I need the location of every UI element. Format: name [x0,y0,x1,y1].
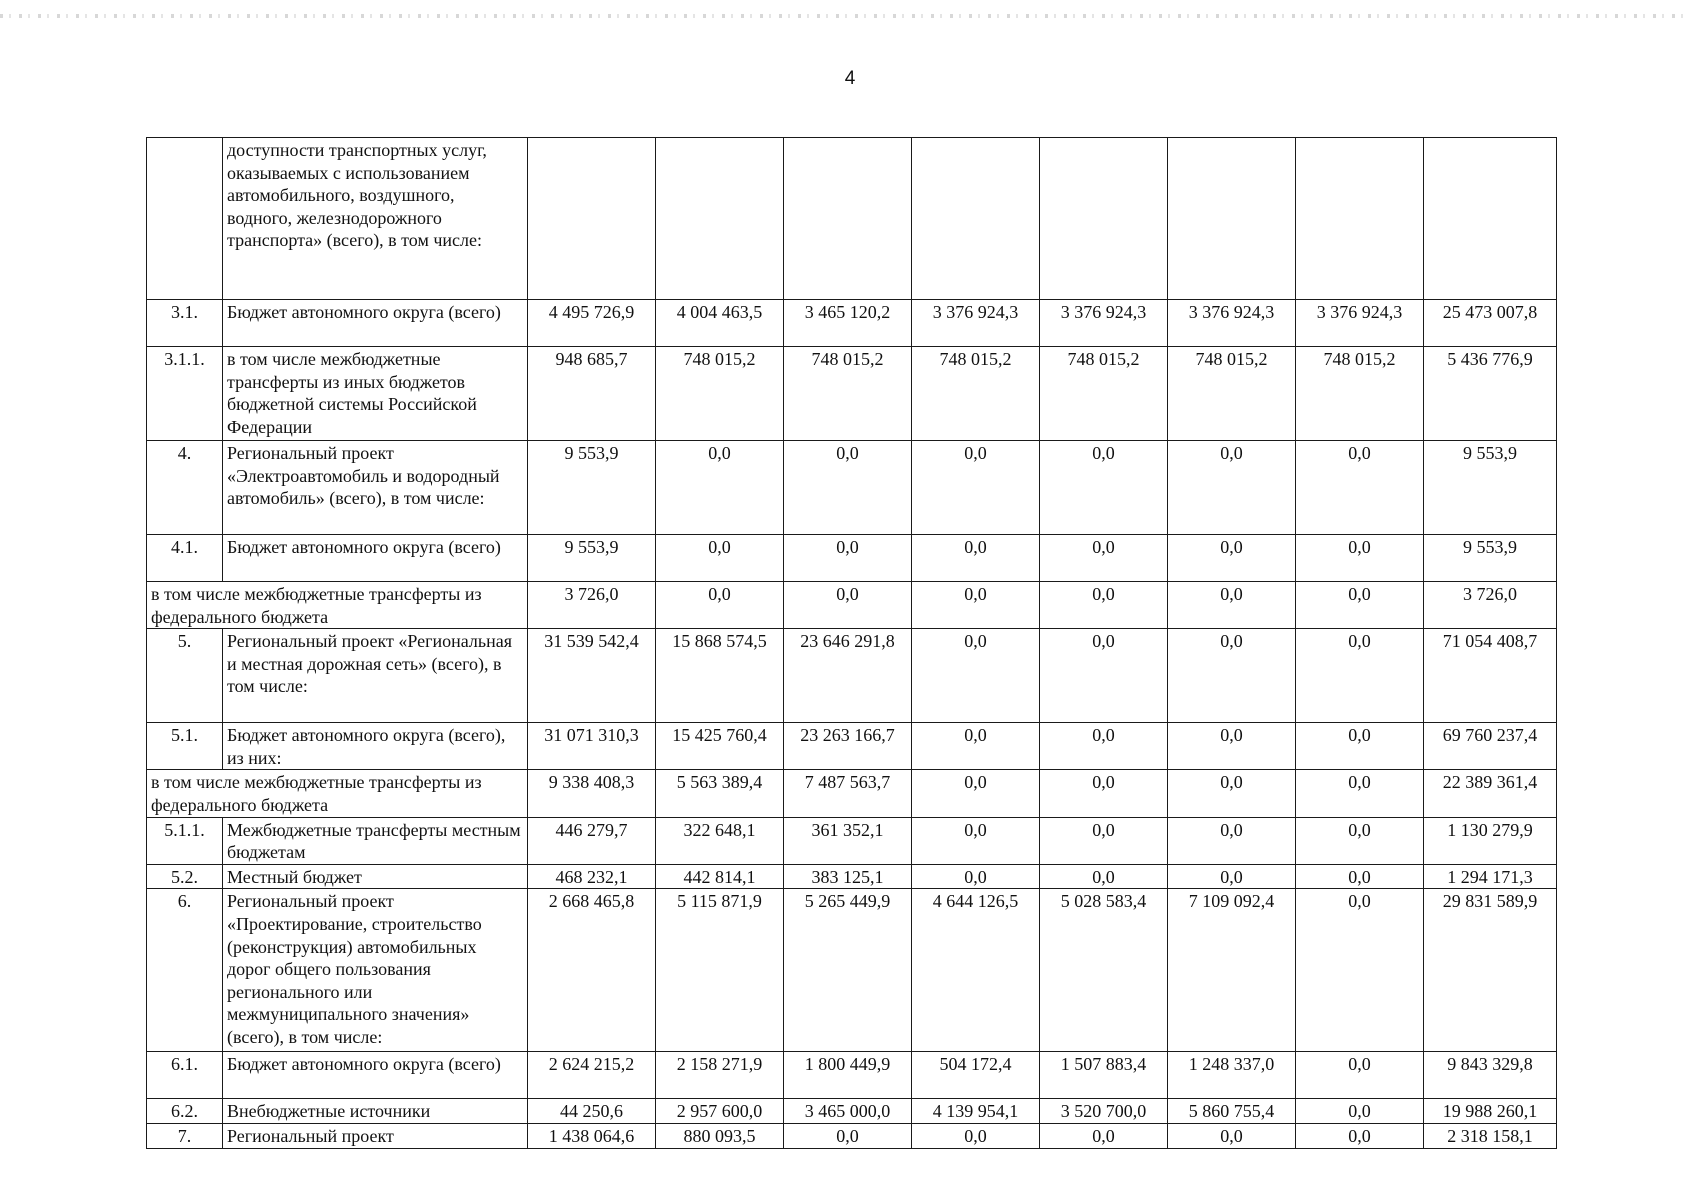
row-name-cell: Региональный проект «Электроавтомобиль и водородный автомобиль» (всего), в том числе: [223,441,528,535]
value-cell: 0,0 [1168,441,1296,535]
value-cell: 0,0 [1168,582,1296,629]
value-cell: 0,0 [912,629,1040,723]
row-name-cell: Региональный проект «Региональная и местная дорожная сеть» (всего), в том числе: [223,629,528,723]
row-name-cell: Бюджет автономного округа (всего) [223,300,528,347]
row-number-cell: 5.2. [147,864,223,889]
value-cell: 5 115 871,9 [656,889,784,1052]
value-cell: 9 553,9 [528,441,656,535]
value-cell: 5 265 449,9 [784,889,912,1052]
value-cell: 4 644 126,5 [912,889,1040,1052]
row-name-cell: Внебюджетные источники [223,1099,528,1124]
table-row [147,347,1557,441]
table-row [147,441,1557,535]
value-cell: 5 028 583,4 [1040,889,1168,1052]
table-body [147,138,1557,1149]
value-cell: 0,0 [1040,723,1168,770]
value-cell: 0,0 [784,1123,912,1148]
value-cell: 15 425 760,4 [656,723,784,770]
row-name-cell: Региональный проект [223,1123,528,1148]
row-number-cell: 3.1. [147,300,223,347]
value-cell: 442 814,1 [656,864,784,889]
value-cell: 748 015,2 [656,347,784,441]
value-cell: 504 172,4 [912,1052,1040,1099]
value-cell: 0,0 [784,535,912,582]
row-total-cell: 71 054 408,7 [1424,629,1557,723]
value-cell: 748 015,2 [1040,347,1168,441]
row-name-cell: в том числе межбюджетные трансферты из иных бюджетов бюджетной системы Российской Федерации [223,347,528,441]
value-cell: 0,0 [912,723,1040,770]
value-cell: 0,0 [1296,1123,1424,1148]
value-cell: 7 109 092,4 [1168,889,1296,1052]
table-row [147,1123,1557,1148]
row-total-cell: 25 473 007,8 [1424,300,1557,347]
table-row [147,629,1557,723]
row-name-cell: Бюджет автономного округа (всего) [223,1052,528,1099]
row-name-cell: Межбюджетные трансферты местным бюджетам [223,817,528,864]
financing-table [146,137,1557,1149]
value-cell: 2 158 271,9 [656,1052,784,1099]
row-number-cell: 3.1.1. [147,347,223,441]
value-cell: 0,0 [1296,864,1424,889]
page-number: 4 [844,68,856,89]
value-cell: 0,0 [1168,864,1296,889]
value-cell: 0,0 [1296,723,1424,770]
value-cell: 5 860 755,4 [1168,1099,1296,1124]
value-cell: 0,0 [912,864,1040,889]
value-cell: 0,0 [1296,582,1424,629]
row-total-cell: 9 843 329,8 [1424,1052,1557,1099]
row-total-cell: 1 130 279,9 [1424,817,1557,864]
value-cell: 0,0 [1168,723,1296,770]
value-cell: 0,0 [1296,535,1424,582]
value-cell: 2 957 600,0 [656,1099,784,1124]
row-number-cell: 4. [147,441,223,535]
value-cell: 748 015,2 [784,347,912,441]
value-cell: 31 071 310,3 [528,723,656,770]
row-name-cell: доступности транспортных услуг, оказываемых с использованием автомобильного, воздушного, водного, железнодорожного транспорта» (всего), в том числе: [223,138,528,300]
value-cell: 1 438 064,6 [528,1123,656,1148]
value-cell: 0,0 [1168,629,1296,723]
value-cell: 446 279,7 [528,817,656,864]
value-cell: 4 495 726,9 [528,300,656,347]
row-number-cell: 5.1. [147,723,223,770]
value-cell [656,138,784,300]
value-cell: 748 015,2 [912,347,1040,441]
value-cell: 3 376 924,3 [1040,300,1168,347]
value-cell: 9 338 408,3 [528,770,656,817]
value-cell: 1 507 883,4 [1040,1052,1168,1099]
row-total-cell: 2 318 158,1 [1424,1123,1557,1148]
value-cell: 0,0 [912,582,1040,629]
table-row [147,582,1557,629]
row-number-cell: 6.2. [147,1099,223,1124]
table-row [147,864,1557,889]
value-cell: 31 539 542,4 [528,629,656,723]
scan-edge [0,14,1686,18]
value-cell: 3 376 924,3 [912,300,1040,347]
value-cell: 0,0 [1168,535,1296,582]
value-cell: 0,0 [912,441,1040,535]
table-row [147,817,1557,864]
value-cell: 0,0 [1040,864,1168,889]
row-name-cell: Бюджет автономного округа (всего) [223,535,528,582]
value-cell: 7 487 563,7 [784,770,912,817]
table-row [147,1099,1557,1124]
table-row [147,770,1557,817]
value-cell: 23 646 291,8 [784,629,912,723]
value-cell: 3 726,0 [528,582,656,629]
value-cell [912,138,1040,300]
value-cell: 0,0 [1168,817,1296,864]
row-total-cell: 69 760 237,4 [1424,723,1557,770]
value-cell: 0,0 [1040,629,1168,723]
value-cell: 0,0 [1040,441,1168,535]
row-number-cell: 5. [147,629,223,723]
value-cell: 0,0 [1296,441,1424,535]
value-cell: 0,0 [1168,770,1296,817]
value-cell: 15 868 574,5 [656,629,784,723]
value-cell: 468 232,1 [528,864,656,889]
value-cell: 322 648,1 [656,817,784,864]
value-cell: 3 520 700,0 [1040,1099,1168,1124]
value-cell: 0,0 [912,535,1040,582]
row-total-cell: 29 831 589,9 [1424,889,1557,1052]
value-cell: 1 800 449,9 [784,1052,912,1099]
value-cell [528,138,656,300]
row-total-cell: 3 726,0 [1424,582,1557,629]
value-cell: 0,0 [1296,889,1424,1052]
value-cell: 0,0 [1040,770,1168,817]
value-cell: 9 553,9 [528,535,656,582]
value-cell: 361 352,1 [784,817,912,864]
row-name-cell: в том числе межбюджетные трансферты из федерального бюджета [147,582,528,629]
table-row [147,300,1557,347]
value-cell: 0,0 [1296,1052,1424,1099]
value-cell: 0,0 [912,817,1040,864]
row-total-cell: 9 553,9 [1424,441,1557,535]
value-cell: 0,0 [656,535,784,582]
value-cell: 2 668 465,8 [528,889,656,1052]
row-name-cell: Местный бюджет [223,864,528,889]
value-cell: 3 465 120,2 [784,300,912,347]
row-number-cell: 7. [147,1123,223,1148]
row-name-cell: Бюджет автономного округа (всего), из них: [223,723,528,770]
value-cell: 948 685,7 [528,347,656,441]
table-row [147,535,1557,582]
value-cell [1040,138,1168,300]
value-cell: 1 248 337,0 [1168,1052,1296,1099]
value-cell: 748 015,2 [1168,347,1296,441]
row-name-cell: Региональный проект «Проектирование, строительство (реконструкция) автомобильных дорог общего пользования регионального или межмуниципального значения» (всего), в том числе: [223,889,528,1052]
value-cell: 0,0 [784,441,912,535]
value-cell [784,138,912,300]
value-cell: 3 376 924,3 [1168,300,1296,347]
table-row [147,138,1557,300]
value-cell: 0,0 [1040,582,1168,629]
row-total-cell [1424,138,1557,300]
value-cell: 2 624 215,2 [528,1052,656,1099]
value-cell: 0,0 [1296,1099,1424,1124]
value-cell: 5 563 389,4 [656,770,784,817]
row-number-cell: 6.1. [147,1052,223,1099]
row-number-cell: 5.1.1. [147,817,223,864]
row-total-cell: 9 553,9 [1424,535,1557,582]
value-cell: 23 263 166,7 [784,723,912,770]
value-cell: 0,0 [912,1123,1040,1148]
value-cell: 0,0 [1040,817,1168,864]
value-cell: 0,0 [1040,535,1168,582]
value-cell: 0,0 [1296,770,1424,817]
value-cell: 4 139 954,1 [912,1099,1040,1124]
value-cell: 880 093,5 [656,1123,784,1148]
value-cell: 0,0 [656,441,784,535]
row-total-cell: 19 988 260,1 [1424,1099,1557,1124]
row-number-cell: 4.1. [147,535,223,582]
row-total-cell: 22 389 361,4 [1424,770,1557,817]
value-cell: 44 250,6 [528,1099,656,1124]
row-total-cell: 5 436 776,9 [1424,347,1557,441]
value-cell: 4 004 463,5 [656,300,784,347]
value-cell: 0,0 [1296,629,1424,723]
value-cell: 0,0 [912,770,1040,817]
value-cell: 3 376 924,3 [1296,300,1424,347]
value-cell: 748 015,2 [1296,347,1424,441]
value-cell [1168,138,1296,300]
value-cell: 0,0 [784,582,912,629]
value-cell: 0,0 [1168,1123,1296,1148]
row-number-cell: 6. [147,889,223,1052]
value-cell [1296,138,1424,300]
value-cell: 0,0 [656,582,784,629]
value-cell: 3 465 000,0 [784,1099,912,1124]
table-row [147,889,1557,1052]
value-cell: 0,0 [1040,1123,1168,1148]
value-cell: 383 125,1 [784,864,912,889]
table-row [147,723,1557,770]
row-total-cell: 1 294 171,3 [1424,864,1557,889]
row-name-cell: в том числе межбюджетные трансферты из федерального бюджета [147,770,528,817]
row-number-cell [147,138,223,300]
table-row [147,1052,1557,1099]
value-cell: 0,0 [1296,817,1424,864]
